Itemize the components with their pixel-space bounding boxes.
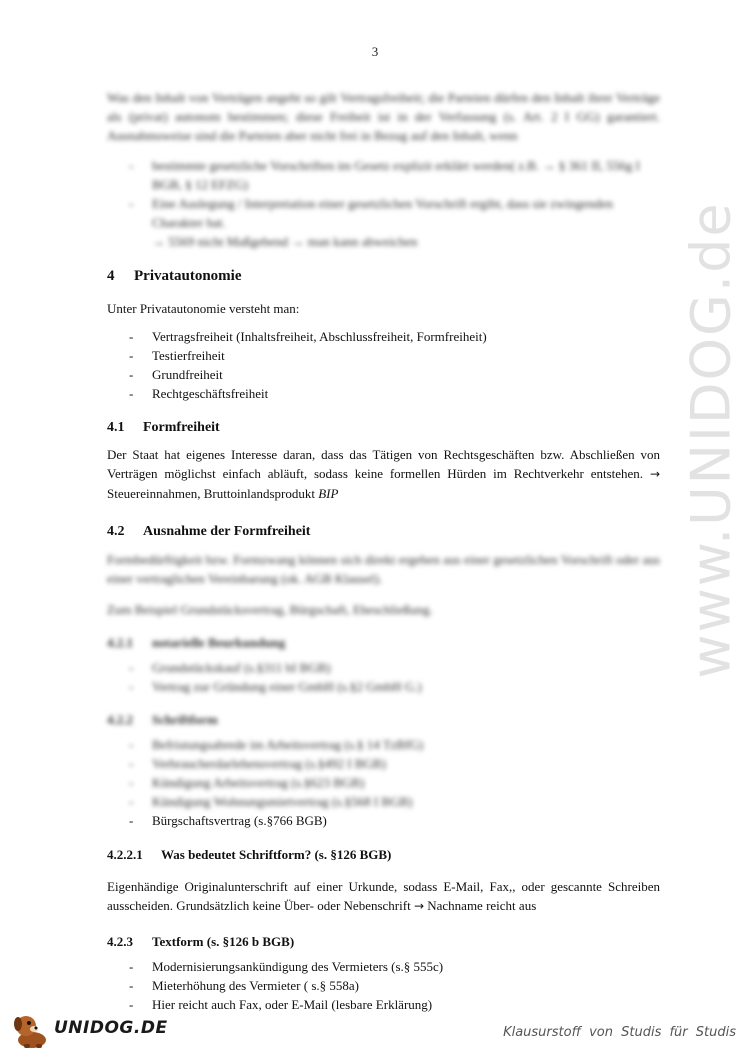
blurred-paragraph: Formbedürftigkeit bzw. Formzwang können sich direkt ergeben aus einer gesetzlichen Vorschrift oder aus einer vertraglichen Vereinbarung (ok. AGB Klausel).: [107, 552, 660, 586]
privatautonomie-list: [107, 327, 660, 403]
heading-title: Was bedeutet Schriftform? (s. §126 BGB): [161, 847, 392, 862]
list-item: - Befristungsabrede im Arbeitsvertrag (s.§ 14 TzBfG): [107, 735, 660, 754]
list-item: - Mieterhöhung des Vermieter ( s.§ 558a): [107, 976, 660, 995]
section-heading-4-2-2: [107, 710, 660, 729]
list-item: - Vertrag zur Gründung einer GmbH (s.§2 GmbH G.): [107, 677, 660, 696]
unidog-logo[interactable]: [10, 1010, 168, 1050]
heading-number: 4.2.1: [107, 635, 133, 650]
page-number: 3: [371, 44, 379, 59]
heading-number: 4.2: [107, 524, 125, 539]
blurred-paragraph: Was den Inhalt von Verträgen angeht so gilt Vertragsfreiheit; die Parteien dürfen den Inhalt ihrer Verträge als (privat) autonom bestimmen; diese Freiheit ist in der Verfassung (s. Art. 2 I GG) garantiert. Ausnahmsweise sind die Parteien aber nicht frei in Bezug auf den Inhalt, wenn: [107, 90, 660, 143]
section-heading-4: [107, 267, 660, 286]
list-item: - Kündigung Wohnungsmietvertrag (s.§568 I BGB): [107, 792, 660, 811]
list-item: - Verbraucherdarlehensvertrag (s.§492 I BGB): [107, 754, 660, 773]
paragraph-italic: BIP: [318, 486, 339, 501]
blurred-section-4-2: [107, 550, 660, 811]
section-heading-4-2-1: [107, 633, 660, 652]
heading-number: 4: [107, 268, 115, 284]
list-item: - Modernisierungsankündigung des Vermieters (s.§ 555c): [107, 957, 660, 976]
list-item: - Grundfreiheit: [107, 365, 660, 384]
section-heading-4-2-3: [107, 932, 660, 951]
heading-title: Schriftform: [152, 712, 218, 727]
paragraph-text: Nachname reicht aus: [427, 898, 537, 913]
list-item: - Vertragsfreiheit (Inhaltsfreiheit, Abschlussfreiheit, Formfreiheit): [107, 327, 660, 346]
formfreiheit-paragraph: [107, 445, 660, 503]
blurred-note: → 5569 nicht Maßgebend → man kann abweichen: [152, 234, 418, 249]
heading-number: 4.1: [107, 420, 125, 435]
footer-tagline: Klausurstoff von Studis für Studis: [503, 1025, 736, 1040]
list-item: - Eine Auslegung / Interpretation einer gesetzlichen Vorschrift ergibt, dass sie zwingenden Charakter hat.: [107, 194, 660, 232]
heading-title: Privatautonomie: [134, 268, 242, 284]
textform-list: [107, 957, 660, 1014]
document-body: [107, 88, 660, 1014]
list-item: - Testierfreiheit: [107, 346, 660, 365]
blurred-list: [107, 156, 660, 232]
schriftform-blurred-list: [107, 735, 660, 811]
paragraph-text: Steuereinnahmen, Bruttoinlandsprodukt: [107, 486, 315, 501]
heading-title: Ausnahme der Formfreiheit: [143, 524, 311, 539]
list-item: - Bürgschaftsvertrag (s.§766 BGB): [107, 811, 660, 830]
list-item: - Rechtgeschäftsfreiheit: [107, 384, 660, 403]
dog-icon: [10, 1010, 54, 1050]
heading-title: Textform (s. §126 b BGB): [152, 934, 295, 949]
schriftform-paragraph: [107, 877, 660, 916]
heading-title: notarielle Beurkundung: [152, 635, 286, 650]
blurred-top-section: [107, 88, 660, 251]
list-item: - bestimmte gesetzliche Vorschriften im Gesetz explizit erklärt werden( z.B. → § 361 II, 556g I BGB, § 12 EFZG): [107, 156, 660, 194]
heading-title: Formfreiheit: [143, 420, 220, 435]
section-heading-4-1: [107, 418, 660, 437]
arrow-symbol: →: [649, 467, 661, 481]
section-intro: Unter Privatautonomie versteht man:: [107, 301, 300, 316]
paragraph-text: Eigenhändige Originalunterschrift auf einer Urkunde, sodass E-Mail, Fax,, oder gescannte Schreiben ausscheiden. Grundsätzlich keine Über- oder Nebenschrift: [107, 879, 660, 913]
heading-number: 4.2.2: [107, 712, 133, 727]
logo-text: UNIDOG.DE: [54, 1018, 168, 1038]
schriftform-list: [107, 811, 660, 830]
arrow-symbol: →: [413, 899, 424, 913]
list-item: - Kündigung Arbeitsvertrag (s.§623 BGB): [107, 773, 660, 792]
beurkundung-list: [107, 658, 660, 696]
watermark-text: www.UNIDOG.de: [679, 201, 743, 679]
paragraph-text: Der Staat hat eigenes Interesse daran, dass das Tätigen von Rechtsgeschäften bzw. Abschließen von Verträgen möglichst einfach abläuft, sodass keine formellen Hürden im Rechtverkehr entstehen.: [107, 447, 660, 481]
heading-number: 4.2.3: [107, 934, 133, 949]
list-item: - Hier reicht auch Fax, oder E-Mail (lesbare Erklärung): [107, 995, 660, 1014]
heading-number: 4.2.2.1: [107, 847, 143, 862]
list-item: - Grundstückskauf (s.§311 bI BGB): [107, 658, 660, 677]
section-heading-4-2-2-1: [107, 845, 660, 864]
blurred-paragraph: Zum Beispiel Grundstücksvertrag, Bürgschaft, Eheschließung.: [107, 602, 433, 617]
section-heading-4-2: [107, 522, 660, 541]
